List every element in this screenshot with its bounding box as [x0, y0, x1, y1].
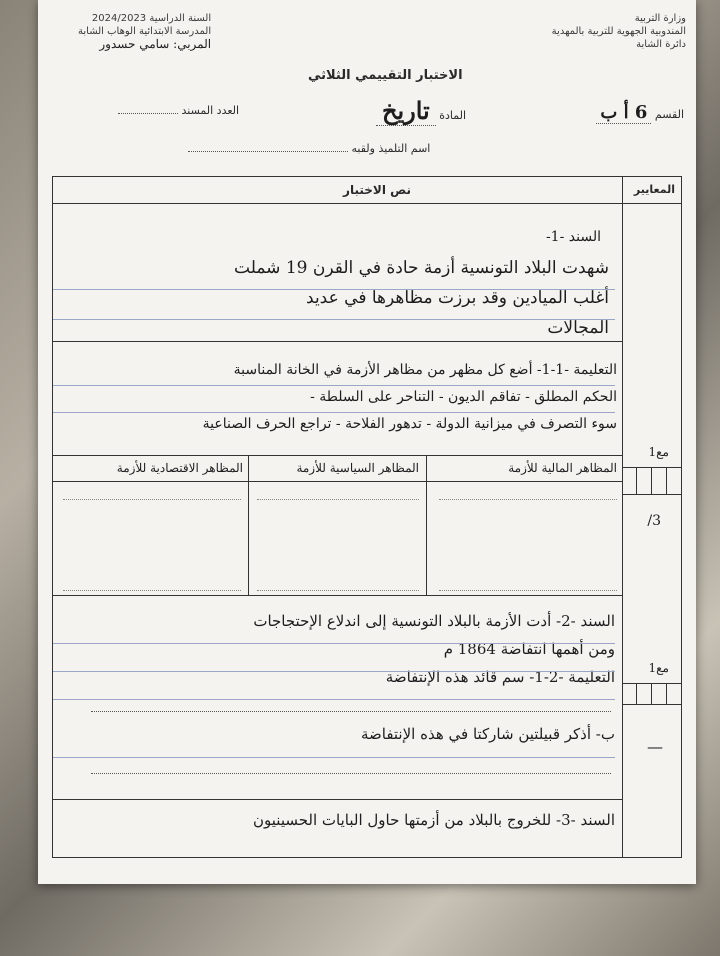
criterion2-label: مع1: [648, 661, 669, 675]
doc1-line: أغلب الميادين وقد برزت مظاهرها في عديد: [306, 288, 609, 308]
ministry-header: [552, 12, 686, 51]
answer-cell-economic[interactable]: [63, 499, 241, 591]
box-divider: [666, 468, 667, 494]
doc2-line: السند -2- أدت الأزمة بالبلاد التونسية إلى اندلاع الإحتجاجات: [253, 612, 615, 630]
doc2-text: [253, 607, 615, 691]
instruction1-line: سوء التصرف في ميزانية الدولة - تدهور الفلاحة - تراجع الحرف الصناعية: [202, 416, 617, 432]
subject-value: تاريخ: [376, 96, 436, 126]
doc3-line: السند -3- للخروج بالبلاد من أزمتها حاول البايات الحسينيون: [253, 811, 615, 829]
instruction2-line: التعليمة -2-1- سم قائد هذه الإنتفاضة: [385, 668, 615, 686]
student-blank: [188, 151, 348, 152]
subtable-col-divider: [426, 455, 427, 595]
criterion2-mark: —: [647, 737, 663, 756]
instruction1: [203, 357, 617, 438]
criterion1-label: مع1: [648, 445, 669, 459]
student-label: اسم التلميذ ولقبه: [351, 142, 431, 155]
class-label: القسم: [654, 108, 684, 121]
criterion2-boxes[interactable]: [623, 683, 681, 705]
answer-line[interactable]: [91, 773, 611, 774]
student-field: [188, 142, 430, 155]
instruction2b: ب- أذكر قبيلتين شاركتا في هذه الإنتفاضة: [360, 725, 615, 743]
text-header: نص الاختبار: [343, 183, 411, 197]
answer-cell-financial[interactable]: [439, 499, 617, 591]
rule: [53, 412, 615, 413]
rule: [53, 385, 615, 386]
exam-sheet: [38, 0, 696, 884]
section-divider: [53, 799, 623, 800]
subtable-bottom: [53, 595, 623, 596]
score-blank: [118, 113, 178, 114]
exam-title: الاختبار التقييمي الثلاثي: [308, 68, 463, 83]
criteria-header: المعايير: [633, 183, 675, 196]
box-divider: [651, 684, 652, 704]
ministry-name: وزارة التربية: [634, 13, 686, 24]
col-financial: المظاهر المالية للأزمة: [508, 461, 617, 475]
score-field: [118, 104, 239, 117]
subtable-top: [53, 455, 623, 456]
box-divider: [666, 684, 667, 704]
doc1-text: [234, 253, 609, 343]
score-label: العدد المسند: [181, 104, 240, 117]
criterion1-boxes[interactable]: [623, 467, 681, 495]
subtable-header-line: [53, 481, 623, 482]
header-row-line: [53, 203, 681, 204]
doc1-line: المجالات: [547, 318, 609, 338]
regional-office: المندوبية الجهوية للتربية بالمهدية: [551, 26, 686, 37]
box-divider: [651, 468, 652, 494]
subject-label: المادة: [439, 109, 466, 122]
teacher-name: المربي: سامي حسدور: [99, 37, 212, 51]
rule: [53, 643, 615, 644]
col-economic: المظاهر الاقتصادية للأزمة: [116, 461, 243, 475]
rule: [53, 699, 615, 700]
instruction1-line: التعليمة -1-1- أضع كل مظهر من مظاهر الأزمة في الخانة المناسبة: [233, 362, 617, 378]
rule: [53, 319, 615, 320]
doc1-label: السند -1-: [545, 229, 601, 245]
answer-cell-political[interactable]: [257, 499, 419, 591]
subtable-col-divider: [248, 455, 249, 595]
class-value: 6 أ ب: [596, 102, 651, 124]
school-header: [78, 12, 211, 51]
exam-table: [52, 176, 682, 858]
criterion1-fraction: 3/: [647, 513, 661, 529]
doc1-line: شهدت البلاد التونسية أزمة حادة في القرن 19 شملت: [234, 258, 609, 278]
section-divider: [53, 341, 623, 342]
box-divider: [636, 468, 637, 494]
subject-field: [376, 96, 466, 126]
box-divider: [636, 684, 637, 704]
school-year: السنة الدراسية 2024/2023: [91, 13, 212, 24]
district-name: دائرة الشابة: [636, 39, 686, 50]
col-political: المظاهر السياسية للأزمة: [296, 461, 419, 475]
criteria-divider: [622, 177, 623, 857]
rule: [53, 671, 615, 672]
answer-line[interactable]: [91, 711, 611, 712]
rule: [53, 757, 615, 758]
instruction1-line: الحكم المطلق - تفاقم الديون - التناحر على السلطة -: [310, 389, 617, 405]
class-field: [596, 102, 684, 124]
doc2-line: ومن أهمها انتفاضة 1864 م: [443, 640, 615, 658]
rule: [53, 289, 615, 290]
school-name: المدرسة الابتدائية الوهاب الشابة: [78, 26, 212, 37]
